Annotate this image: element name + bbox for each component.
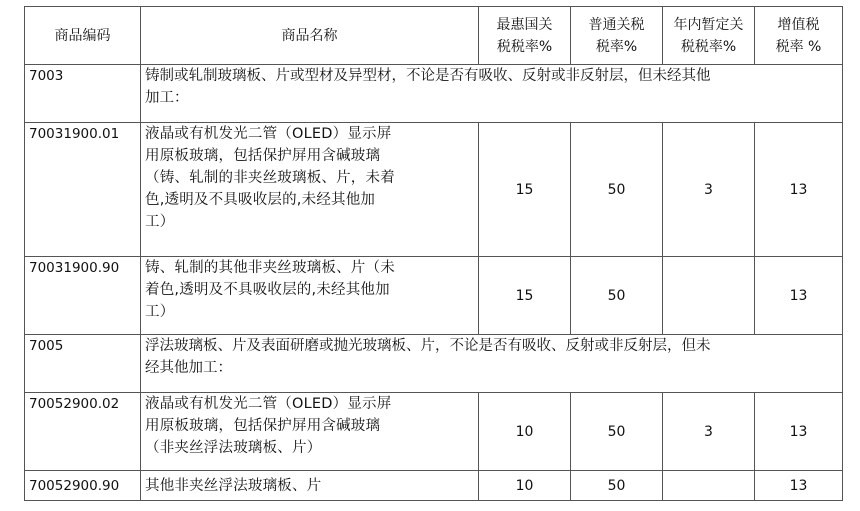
table-row [25,471,843,501]
table-row [25,123,843,257]
row-name-line: 加工： [145,90,189,106]
header-mfn-line1: 最惠国关 [496,16,553,33]
header-mfn-rate [479,7,571,65]
header-vat-line1: 增值税 [777,16,820,33]
row-general-rate: 50 [571,257,663,335]
row-vat-rate: 13 [755,123,843,257]
row-code: 70052900.02 [25,393,141,471]
row-name-line: （非夹丝浮法玻璃板、片） [145,440,322,456]
header-name [141,7,479,65]
header-code-text: 商品编码 [54,27,111,44]
header-mfn-line2: 税税率% [496,38,553,55]
row-name [141,65,843,123]
row-provisional-rate [663,471,755,501]
header-vat-line2: 税率 % [775,38,822,55]
row-mfn-rate: 15 [479,257,571,335]
header-general-rate [571,7,663,65]
header-vat-rate [755,7,843,65]
row-name [141,123,479,257]
header-provisional-line2: 税税率% [680,38,737,55]
table-row [25,65,843,123]
row-provisional-rate: 3 [663,123,755,257]
header-name-text: 商品名称 [281,27,338,44]
row-mfn-rate: 10 [479,393,571,471]
row-general-rate: 50 [571,393,663,471]
row-name-line: 用原板玻璃，包括保护屏用含碱玻璃 [145,418,381,434]
header-general-line1: 普通关税 [588,16,645,33]
header-general-line2: 税率% [595,38,638,55]
row-mfn-rate: 10 [479,471,571,501]
tariff-table [24,6,843,501]
row-name-line: 液晶或有机发光二管（OLED）显示屏 [145,126,392,142]
row-code: 7003 [25,65,141,123]
row-code: 7005 [25,335,141,393]
row-name-line: 工） [145,214,175,230]
row-name [141,471,479,501]
row-name-line: 铸制或轧制玻璃板、片或型材及异型材，不论是否有吸收、反射或非反射层，但未经其他 [145,68,711,84]
table-row [25,257,843,335]
row-mfn-rate: 15 [479,123,571,257]
row-name-line: 用原板玻璃，包括保护屏用含碱玻璃 [145,148,381,164]
tariff-table-container [24,6,843,501]
row-vat-rate: 13 [755,471,843,501]
row-name-line: 液晶或有机发光二管（OLED）显示屏 [145,396,392,412]
header-provisional-rate [663,7,755,65]
table-row [25,335,843,393]
row-name-line: 铸、轧制的其他非夹丝玻璃板、片（未 [145,260,395,276]
row-code: 70052900.90 [25,471,141,501]
row-name-line: 浮法玻璃板、片及表面研磨或抛光玻璃板、片，不论是否有吸收、反射或非反射层，但未 [145,338,711,354]
row-provisional-rate: 3 [663,393,755,471]
row-name-line: 色,透明及不具吸收层的,未经其他加 [145,192,376,208]
row-name [141,257,479,335]
table-header-row [25,7,843,65]
row-provisional-rate [663,257,755,335]
row-code: 70031900.90 [25,257,141,335]
header-code [25,7,141,65]
row-name [141,393,479,471]
row-name [141,335,843,393]
row-code: 70031900.01 [25,123,141,257]
row-name-line: 工） [145,304,175,320]
table-row [25,393,843,471]
row-vat-rate: 13 [755,257,843,335]
row-vat-rate: 13 [755,393,843,471]
row-name-line: 着色,透明及不具吸收层的,未经其他加 [145,282,390,298]
header-provisional-line1: 年内暂定关 [673,16,744,33]
row-general-rate: 50 [571,471,663,501]
row-general-rate: 50 [571,123,663,257]
row-name-line: 其他非夹丝浮法玻璃板、片 [145,477,322,494]
row-name-line: （铸、轧制的非夹丝玻璃板、片，未着 [145,170,395,186]
row-name-line: 经其他加工： [145,360,232,376]
